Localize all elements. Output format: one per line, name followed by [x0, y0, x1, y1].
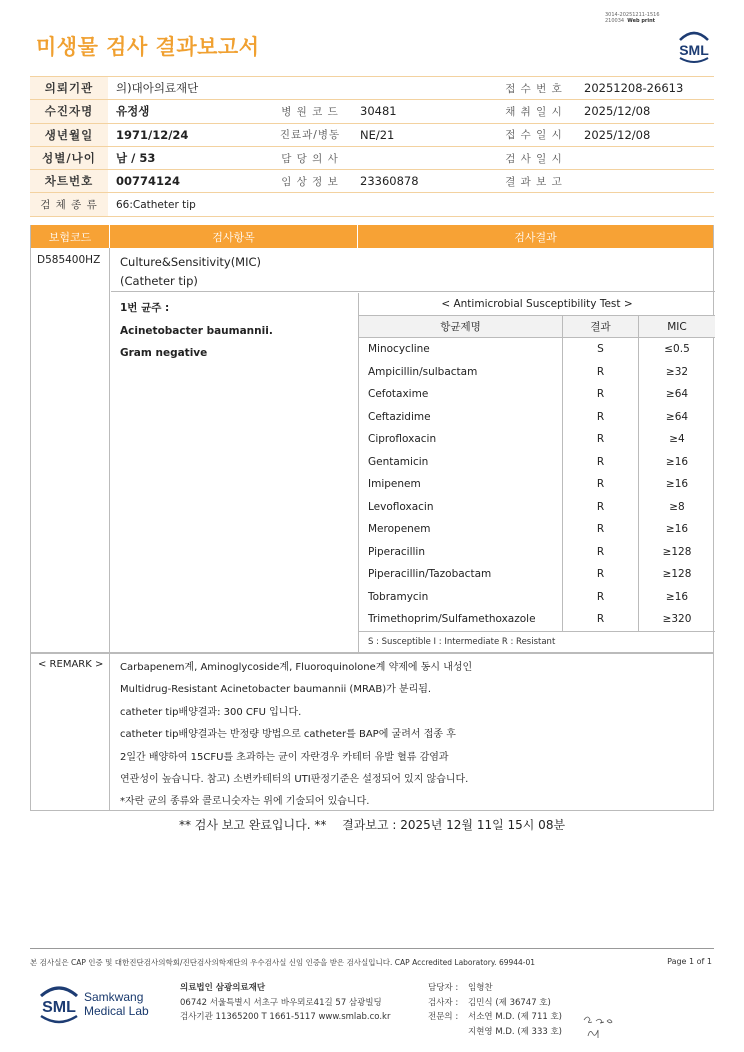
- clinical-value: 23360878: [352, 170, 492, 193]
- specimen-value: 66:Catheter tip: [108, 193, 714, 216]
- receipt-date-label: 접 수 일 시: [492, 123, 576, 146]
- completion-line: [0, 816, 744, 833]
- staff-name: 임형찬: [468, 983, 493, 993]
- ast-row: [359, 496, 715, 519]
- sex-age-label: 성별/나이: [30, 146, 108, 169]
- ast-mic: ≥128: [662, 545, 692, 558]
- dob-value: 1971/12/24: [108, 123, 268, 146]
- hospital-code-value: 30481: [352, 100, 492, 123]
- ast-row: [359, 473, 715, 496]
- result-table: [30, 225, 714, 653]
- remark-line: *자란 균의 종류와 콜로니숫자는 위에 기술되어 있습니다.: [120, 796, 370, 808]
- ast-result: R: [563, 518, 639, 541]
- chart-no-label: 차트번호: [30, 170, 108, 193]
- ast-table: [359, 293, 715, 653]
- requester-label: 의뢰기관: [30, 77, 108, 100]
- institution-info: 의료법인 삼광의료재단 06742 서울특별시 서초구 바우뫼로41길 57 삼광빌딩 검사기관 11365200 T 1661-5117 www.smlab.co.kr: [180, 983, 391, 1022]
- ast-result: R: [563, 608, 639, 631]
- accreditation-note: 본 검사실은 CAP 인증 및 대한진단검사의학회/진단검사의학재단의 우수검사실 신임 인증을 받은 검사실입니다. CAP Accredited Laboratory. 69944-01: [30, 958, 536, 967]
- ast-drug: Minocycline: [359, 338, 563, 361]
- ast-header-row: [359, 316, 715, 338]
- remark-line: Carbapenem계, Aminoglycoside계, Fluoroquinolone계 약제에 동시 내성인: [120, 662, 473, 673]
- ast-result: R: [563, 496, 639, 519]
- ast-row: [359, 428, 715, 451]
- staff-name: 김민식 (제 36747 호): [468, 997, 551, 1008]
- test-date-value: [576, 146, 714, 169]
- ast-drug: Ceftazidime: [359, 406, 563, 429]
- ast-drug: Piperacillin/Tazobactam: [359, 563, 563, 586]
- remark-line: Multidrug-Resistant Acinetobacter baumannii (MRAB)가 분리됨.: [120, 684, 432, 696]
- receipt-no-value: 20251208-26613: [576, 77, 714, 100]
- ast-mic: ≥64: [665, 410, 689, 423]
- ast-mic: ≤0.5: [664, 343, 690, 356]
- collect-date-value: 2025/12/08: [576, 100, 714, 123]
- ast-legend: S : Susceptible I : Intermediate R : Resistant: [359, 631, 715, 653]
- ast-row: [359, 383, 715, 406]
- col-item-header: 검사항목: [110, 225, 358, 248]
- remark-lines: [120, 657, 472, 814]
- ast-result: R: [563, 406, 639, 429]
- result-table-header: [31, 225, 713, 248]
- svg-text:SML: SML: [679, 42, 709, 58]
- hospital-code-label: 병 원 코 드: [268, 100, 352, 123]
- organism-name: Acinetobacter baumannii.: [120, 324, 273, 337]
- staff-role: 담당자 :: [428, 983, 459, 993]
- chart-no-value: 00774124: [108, 170, 268, 193]
- ast-mic: ≥16: [665, 455, 689, 468]
- test-name: Culture&Sensitivity(MIC) (Catheter tip): [111, 248, 715, 292]
- staff-role: 전문의 :: [428, 1012, 459, 1022]
- report-label: 결 과 보 고: [492, 170, 576, 193]
- ast-row: [359, 563, 715, 586]
- staff-row: [428, 981, 562, 996]
- sml-brand-logo-icon: [36, 982, 82, 1030]
- ast-mic: ≥64: [665, 388, 689, 401]
- ast-row: [359, 361, 715, 384]
- organism-label: 1번 균주 :: [120, 302, 170, 314]
- ast-drug: Meropenem: [359, 518, 563, 541]
- report-title: 미생물 검사 결과보고서: [36, 35, 260, 59]
- page-number: Page 1 of 1: [667, 957, 712, 966]
- col-code-header: 보험코드: [31, 225, 110, 248]
- name-value: 유정생: [108, 100, 268, 123]
- doctor-label: 담 당 의 사: [268, 146, 352, 169]
- ast-drug: Tobramycin: [359, 586, 563, 609]
- clinical-label: 임 상 정 보: [268, 170, 352, 193]
- ast-col-result: 결과: [563, 316, 639, 337]
- sex-age-value: 남 / 53: [108, 146, 268, 169]
- receipt-date-value: 2025/12/08: [576, 123, 714, 146]
- remark-box: [30, 653, 714, 811]
- report-time: 결과보고 : 2025년 12월 11일 15시 08분: [342, 818, 566, 832]
- ast-body: [359, 338, 715, 631]
- ast-drug: Trimethoprim/Sulfamethoxazole: [359, 608, 563, 631]
- footer-divider: [30, 948, 714, 949]
- ast-drug: Cefotaxime: [359, 383, 563, 406]
- ast-result: R: [563, 428, 639, 451]
- ast-row: [359, 541, 715, 564]
- ast-col-mic: MIC: [667, 320, 687, 333]
- staff-row: [428, 1025, 562, 1040]
- ast-drug: Ampicillin/sulbactam: [359, 361, 563, 384]
- signature-icon: [580, 1012, 620, 1046]
- ast-row: [359, 338, 715, 361]
- remark-line: catheter tip배양결과는 반정량 방법으로 catheter를 BAP에 굴려서 접종 후: [120, 729, 456, 741]
- doctor-value: [352, 146, 492, 169]
- ast-result: R: [563, 541, 639, 564]
- ast-mic: ≥320: [662, 613, 692, 626]
- ast-result: R: [563, 383, 639, 406]
- ast-mic: ≥16: [665, 523, 689, 536]
- ast-drug: Ciprofloxacin: [359, 428, 563, 451]
- dept-label: 진료과/병동: [268, 123, 352, 146]
- ast-row: [359, 608, 715, 631]
- ast-drug: Levofloxacin: [359, 496, 563, 519]
- remark-label: < REMARK >: [31, 654, 110, 810]
- dob-label: 생년월일: [30, 123, 108, 146]
- print-code: 3014-20251211-1516 210034 Web print: [605, 12, 660, 24]
- completion-status: ** 검사 보고 완료입니다. **: [178, 818, 327, 832]
- insurance-code: D585400HZ: [31, 248, 110, 653]
- brand-name: Samkwang Medical Lab: [84, 990, 149, 1018]
- ast-mic: ≥128: [662, 568, 692, 581]
- col-result-header: 검사결과: [514, 230, 557, 244]
- gram-stain: Gram negative: [120, 347, 208, 359]
- svg-text:SML: SML: [42, 999, 76, 1016]
- staff-list: [428, 981, 562, 1039]
- test-date-label: 검 사 일 시: [492, 146, 576, 169]
- ast-col-drug: 항균제명: [359, 316, 563, 337]
- ast-mic: ≥16: [665, 478, 689, 491]
- ast-result: R: [563, 361, 639, 384]
- ast-result: R: [563, 473, 639, 496]
- ast-drug: Imipenem: [359, 473, 563, 496]
- ast-result: R: [563, 451, 639, 474]
- ast-drug: Gentamicin: [359, 451, 563, 474]
- ast-mic: ≥16: [665, 590, 689, 603]
- ast-result: S: [563, 338, 639, 361]
- report-value: [576, 170, 714, 193]
- staff-row: [428, 996, 562, 1011]
- receipt-no-label: 접 수 번 호: [492, 77, 576, 100]
- staff-name: 서소연 M.D. (제 711 호): [468, 1012, 563, 1022]
- ast-row: [359, 586, 715, 609]
- ast-title: < Antimicrobial Susceptibility Test >: [359, 293, 715, 316]
- remark-line: catheter tip배양결과: 300 CFU 입니다.: [120, 706, 302, 718]
- staff-row: [428, 1010, 562, 1025]
- name-label: 수진자명: [30, 100, 108, 123]
- ast-drug: Piperacillin: [359, 541, 563, 564]
- remark-line: 연관성이 높습니다. 참고) 소변카테터의 UTI판정기준은 설정되어 있지 않습니다.: [120, 774, 469, 786]
- staff-role: [428, 1025, 468, 1040]
- collect-date-label: 채 취 일 시: [492, 100, 576, 123]
- ast-result: R: [563, 563, 639, 586]
- remark-line: 2일간 배양하여 15CFU를 초과하는 균이 자란경우 카테터 유발 혈류 감염과: [120, 751, 449, 763]
- ast-row: [359, 451, 715, 474]
- ast-row: [359, 518, 715, 541]
- requester-value: 의)대아의료재단: [108, 77, 492, 100]
- ast-result: R: [563, 586, 639, 609]
- ast-mic: ≥8: [669, 500, 685, 513]
- patient-info-table: [30, 76, 714, 217]
- staff-role: 검사자 :: [428, 997, 459, 1008]
- specimen-label: 검 체 종 류: [30, 193, 108, 216]
- ast-mic: ≥32: [665, 365, 689, 378]
- organism-info: [111, 293, 359, 653]
- staff-name: 지현영 M.D. (제 333 호): [468, 1026, 563, 1037]
- ast-mic: ≥4: [669, 433, 685, 446]
- ast-row: [359, 406, 715, 429]
- dept-value: NE/21: [352, 123, 492, 146]
- sml-logo-icon: [674, 28, 714, 68]
